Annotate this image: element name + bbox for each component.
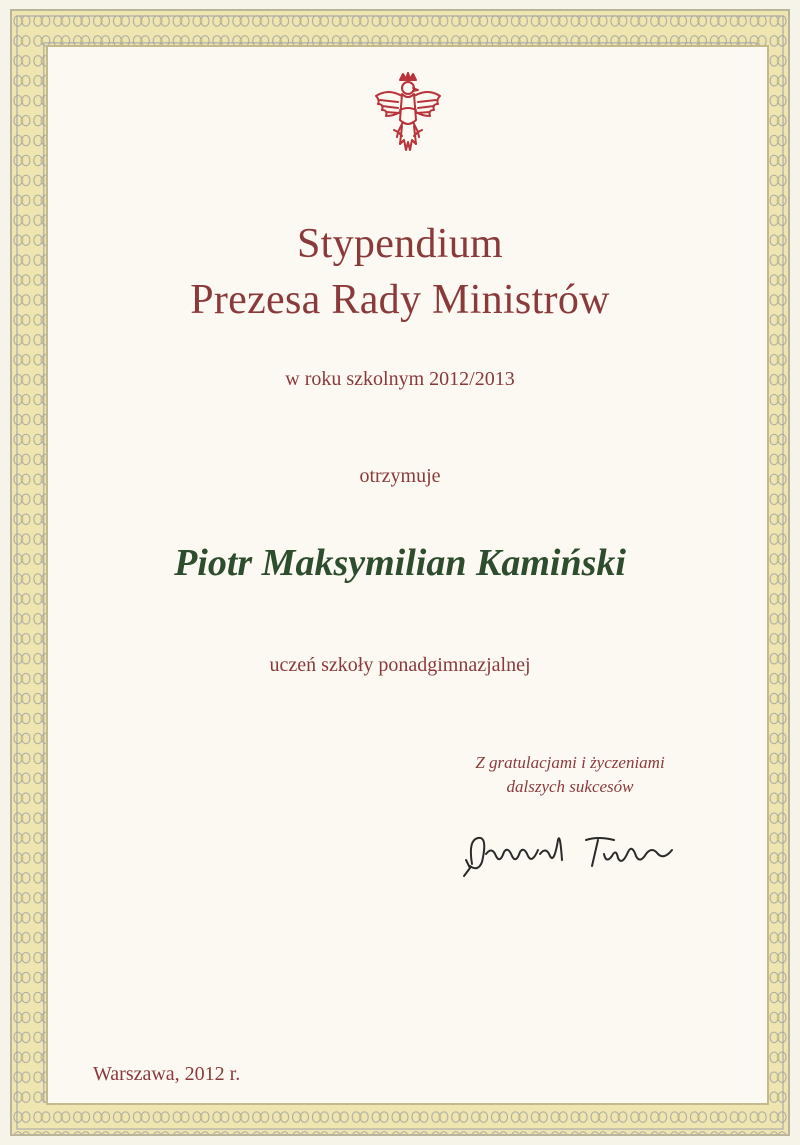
white-eagle-emblem-icon [370,70,446,160]
recipient-name: Piotr Maksymilian Kamiński [174,542,626,584]
congratulations-line-2: dalszych sukcesów [506,777,634,796]
handwritten-signature [458,820,688,880]
place-and-date: Warszawa, 2012 r. [93,1063,241,1085]
congratulations-text [440,751,700,799]
school-year-text: w roku szkolnym 2012/2013 [285,368,515,390]
recipient-status-text: uczeń szkoły ponadgimnazjalnej [269,654,531,676]
certificate-title-line-1: Stypendium [296,221,503,267]
certificate-title-line-2: Prezesa Rady Ministrów [190,277,610,323]
congratulations-line-1: Z gratulacjami i życzeniami [475,753,665,772]
receives-text: otrzymuje [359,465,441,487]
